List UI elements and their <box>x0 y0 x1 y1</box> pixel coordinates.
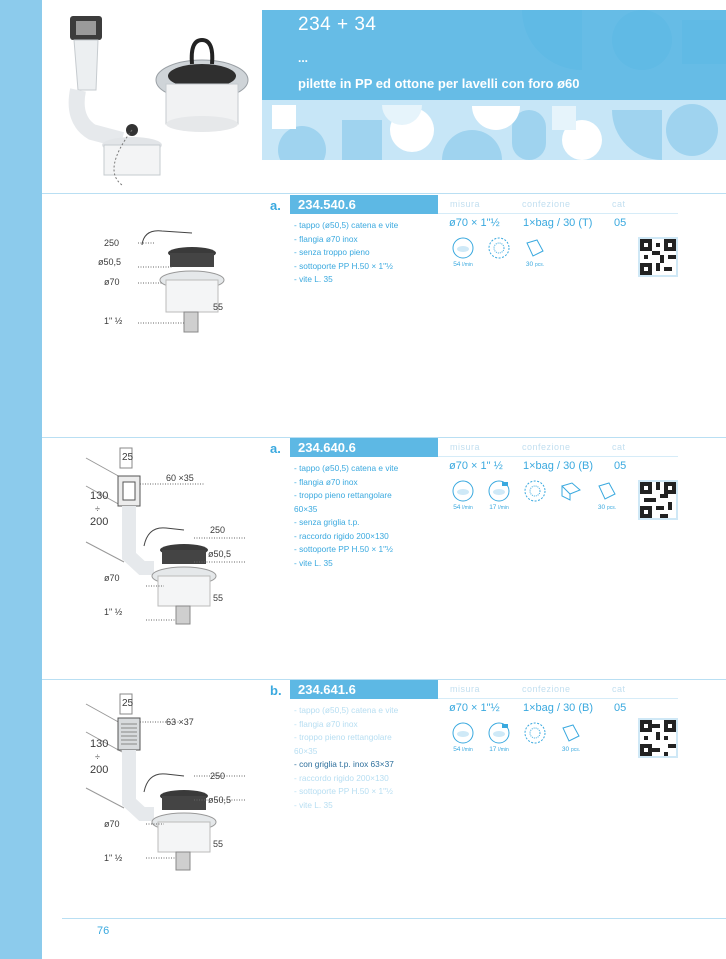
dim-label: ø70 <box>104 277 120 287</box>
series-dots: ... <box>298 51 309 65</box>
flow-value: 54 <box>453 261 461 268</box>
top-divider <box>42 193 726 194</box>
col-header-misura: misura <box>450 199 481 209</box>
col-header-confezione: confezione <box>522 199 571 209</box>
spec-item: - senza troppo pieno <box>294 247 370 257</box>
dim-label: 60 ×35 <box>166 473 194 483</box>
spec-item: - troppo pieno rettangolare <box>294 490 392 500</box>
dim-label: ø70 <box>104 819 120 829</box>
dim-label: 55 <box>213 593 224 603</box>
spec-item: - senza griglia t.p. <box>294 517 360 527</box>
col-header-cat: cat <box>612 442 626 452</box>
flow-icon <box>445 722 481 758</box>
spec-list <box>294 704 398 812</box>
section-letter: a. <box>270 198 281 213</box>
left-color-strip <box>0 0 42 959</box>
product-section-2 <box>42 438 726 678</box>
dim-label: 63 ×37 <box>166 717 194 727</box>
product-section-3 <box>42 680 726 916</box>
dim-label: 25 <box>122 698 134 709</box>
spec-item: 60×35 <box>294 745 318 756</box>
qr-code[interactable] <box>638 237 678 277</box>
bag-icon <box>553 722 589 758</box>
grid-icon <box>517 480 553 516</box>
spec-item: 60×35 <box>294 503 318 514</box>
feature-icons <box>445 480 625 516</box>
col-header-confezione: confezione <box>522 684 571 694</box>
box-icon <box>553 480 589 516</box>
col-header-misura: misura <box>450 684 481 694</box>
section-letter: a. <box>270 441 281 456</box>
feature-icons <box>445 722 589 758</box>
dim-label: 1" ½ <box>104 853 123 863</box>
hero-product-image <box>62 10 252 190</box>
spec-item: - vite L. 35 <box>294 799 333 810</box>
dim-label: 250 <box>210 525 226 535</box>
flow-unit: l/min <box>462 747 473 753</box>
misura-value: ø70 × 1" ½ <box>449 460 503 472</box>
overflow-flow-icon <box>481 722 517 758</box>
cat-value: 05 <box>614 217 627 229</box>
spec-item: - troppo pieno rettangolare <box>294 732 392 742</box>
spec-item: - vite L. 35 <box>294 274 333 284</box>
flow-icon <box>445 237 481 273</box>
dim-label: 55 <box>213 839 224 849</box>
dim-label: ø50,5 <box>208 795 232 805</box>
flow-unit: l/min <box>462 505 473 511</box>
dim-label: 250 <box>104 238 120 248</box>
grid-icon <box>517 722 553 758</box>
spec-item: - tappo (ø50,5) catena e vite <box>294 705 399 715</box>
pack-value: 30 <box>525 261 534 268</box>
spec-item: - flangia ø70 inox <box>294 718 358 729</box>
series-code: 234 + 34 <box>298 14 377 35</box>
feature-icons <box>445 237 553 273</box>
footer-divider <box>62 918 726 919</box>
dim-label: 55 <box>213 302 224 312</box>
page-number: 76 <box>97 925 110 937</box>
cat-value: 05 <box>614 702 627 714</box>
flow-icon <box>445 480 481 516</box>
grid-icon <box>481 237 517 273</box>
spec-item: - raccordo rigido 200×130 <box>294 772 389 783</box>
spec-item-highlight: - con griglia t.p. inox 63×37 <box>294 759 394 769</box>
qr-code[interactable] <box>638 480 678 520</box>
spec-item: - tappo (ø50,5) catena e vite <box>294 463 399 473</box>
confezione-value: 1×bag / 30 (T) <box>523 217 593 229</box>
overflow-unit: l/min <box>498 747 509 753</box>
dim-label: 25 <box>122 452 134 463</box>
dim-label: 200 <box>90 516 109 528</box>
product-code: 234.641.6 <box>290 680 438 699</box>
spec-item: - raccordo rigido 200×130 <box>294 530 389 541</box>
technical-diagram <box>132 225 262 340</box>
pack-value: 30 <box>561 746 570 753</box>
confezione-value: 1×bag / 30 (B) <box>523 702 594 714</box>
spec-item: - sottoporte PP H.50 × 1"½ <box>294 786 393 796</box>
spec-item: - tappo (ø50,5) catena e vite <box>294 220 399 230</box>
col-header-confezione: confezione <box>522 442 571 452</box>
cat-value: 05 <box>614 460 627 472</box>
pack-unit: pcs. <box>534 262 545 268</box>
dim-label: ø50,5 <box>98 257 122 267</box>
spec-item: - sottoporte PP H.50 × 1"½ <box>294 260 393 271</box>
overflow-unit: l/min <box>498 505 509 511</box>
col-header-cat: cat <box>612 684 626 694</box>
spec-item: - flangia ø70 inox <box>294 476 358 487</box>
product-code: 234.540.6 <box>290 195 438 214</box>
misura-value: ø70 × 1"½ <box>449 702 500 714</box>
col-header-misura: misura <box>450 442 481 452</box>
overflow-flow-icon <box>481 480 517 516</box>
overflow-value: 17 <box>489 746 497 753</box>
box-icon <box>517 237 553 273</box>
spec-list <box>294 462 398 570</box>
dim-label: 130 <box>90 490 109 502</box>
flow-value: 54 <box>453 746 461 753</box>
section-letter: b. <box>270 683 282 698</box>
overflow-value: 17 <box>489 504 497 511</box>
misura-value: ø70 × 1"½ <box>449 217 500 229</box>
qr-code[interactable] <box>638 718 678 758</box>
pack-unit: pcs. <box>570 747 581 753</box>
series-subtitle: pilette in PP ed ottone per lavelli con foro ø60 <box>298 76 580 91</box>
dim-label: 130 <box>90 738 109 750</box>
pack-unit: pcs. <box>606 505 617 511</box>
dim-label: 250 <box>210 771 226 781</box>
dim-label: ø50,5 <box>208 549 232 559</box>
header-banner <box>262 10 726 160</box>
col-header-cat: cat <box>612 199 626 209</box>
spec-list <box>294 219 398 287</box>
dim-label: 1" ½ <box>104 316 123 326</box>
dim-label: ÷ <box>95 504 100 514</box>
spec-item: - flangia ø70 inox <box>294 233 358 244</box>
dim-label: ÷ <box>95 752 100 762</box>
product-code: 234.640.6 <box>290 438 438 457</box>
flow-value: 54 <box>453 504 461 511</box>
dim-label: ø70 <box>104 573 120 583</box>
confezione-value: 1×bag / 30 (B) <box>523 460 594 472</box>
bag-icon <box>589 480 625 516</box>
pack-value: 30 <box>597 504 606 511</box>
dim-label: 200 <box>90 764 109 776</box>
spec-item: - sottoporte PP H.50 × 1"½ <box>294 544 393 554</box>
spec-item: - vite L. 35 <box>294 557 333 568</box>
product-section-1 <box>42 195 726 425</box>
flow-unit: l/min <box>462 262 473 268</box>
dim-label: 1" ½ <box>104 607 123 617</box>
